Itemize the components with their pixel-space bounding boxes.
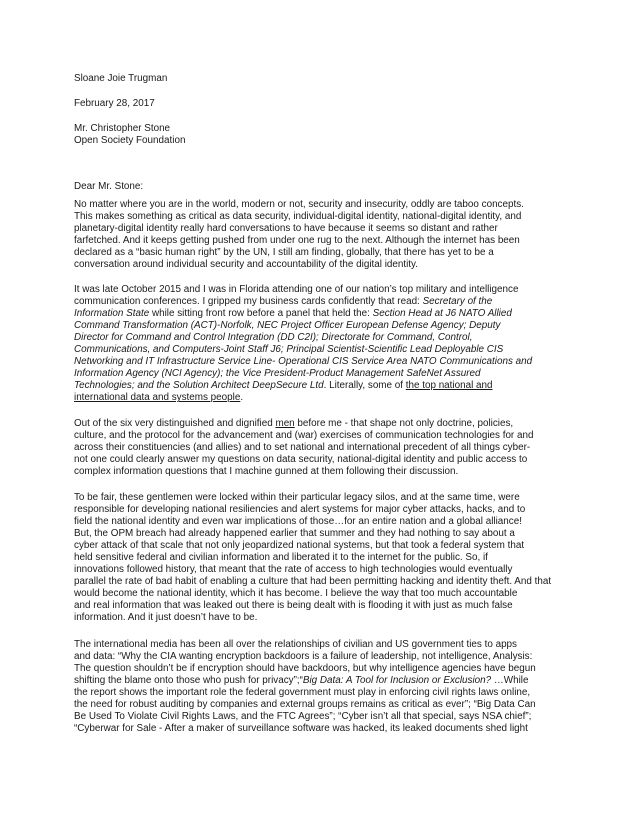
paragraph-1 (74, 199, 568, 271)
text-line (74, 308, 568, 320)
text-line (74, 675, 568, 687)
text-line: and data: “Why the CIA wanting encryption backdoors is a failure of leadership, not intelligence, Analysis: (74, 651, 533, 663)
panel-title-text: Information Agency (NCI Agency); the Vice President-Product Management SafeNet Assured (74, 368, 481, 380)
text-run: before me - that shape not only doctrine, policies, (294, 418, 514, 429)
text-line: innovations followed history, that meant that the rate of access to high technologies would eventually (74, 564, 513, 576)
text-line: It was late October 2015 and I was in Florida attending one of our nation’s top military and intelligence (74, 284, 519, 295)
text-line: declared as a “basic human right” by the UN, I still am finding, globally, that there has yet to be a (74, 247, 494, 259)
paragraph-4 (74, 492, 568, 625)
text-line: not one could clearly answer my questions on data security, national-digital identity and public access to (74, 454, 528, 466)
paragraph-2 (74, 284, 568, 404)
text-line: conversation around individual security and accountability of the digital identity. (74, 259, 418, 271)
text-line: planetary-digital identity really hard conversations to have because it seems so distant and rather (74, 223, 498, 235)
text-line: parallel the rate of bad habit of enabling a culture that had been permitting hacking and identity theft. And that (74, 576, 552, 588)
panel-title-text: Networking and IT Infrastructure Service Line- Operational CIS Service Area NATO Communications and (74, 356, 533, 368)
text-line: Be Used To Violate Civil Rights Laws, and the FTC Agrees”; “Cyber isn’t all that special, says NSA chief”; (74, 711, 532, 723)
recipient-name: Mr. Christopher Stone (74, 123, 171, 134)
text-line: farfetched. And it keeps getting pushed from under one rug to the next. Although the internet has been (74, 235, 520, 247)
recipient-org: Open Society Foundation (74, 135, 186, 146)
text-line: across their constituencies (and allies) and to set national and international precedent of all things cyber- (74, 442, 531, 454)
text-line: cyber attack of that scale that not only jeopardized national systems, but that took a federal system that (74, 540, 525, 552)
panel-title-text: Technologies; and the Solution Architect DeepSecure Ltd (74, 380, 324, 392)
paragraph-5 (74, 639, 568, 735)
paragraph-3 (74, 418, 568, 478)
underlined-text: international data and systems people (74, 392, 241, 404)
text-line: But, the OPM breach had already happened earlier that summer and they had nothing to say about a (74, 528, 515, 540)
text-line: “Cyberwar for Sale - After a maker of surveillance software was hacked, its leaked documents shed light (74, 723, 528, 735)
sender-name: Sloane Joie Trugman (74, 73, 168, 84)
text-line: information. And it just doesn’t have to be. (74, 612, 258, 624)
text-line: To be fair, these gentlemen were locked within their particular legacy silos, and at the same time, were (74, 492, 520, 503)
letter-date: February 28, 2017 (74, 98, 155, 109)
text-line: The international media has been all over the relationships of civilian and US government ties to apps (74, 639, 517, 650)
text-line: the report shows the important role the federal government must play in enforcing civil rights laws online, (74, 687, 531, 699)
text-line: No matter where you are in the world, modern or not, security and insecurity, oddly are taboo concepts. (74, 199, 524, 210)
text-line (74, 296, 568, 308)
text-line: field the national identity and even war implications of those…for an entire nation and a global alliance! (74, 516, 522, 528)
underlined-text: men (275, 418, 295, 429)
text-line (74, 392, 568, 404)
panel-title-text: Command Transformation (ACT)-Norfolk, NEC Project Officer European Defense Agency; Deputy (74, 320, 501, 332)
text-line (74, 380, 568, 392)
text-line: would become the national identity, which it has become. I believe the way that too much accountable (74, 588, 518, 600)
report-title-text: Big Data: A Tool for Inclusion or Exclusion? (302, 675, 492, 687)
text-run: communication conferences. I gripped my business cards confidently that read: (74, 296, 423, 308)
text-line: The question shouldn’t be if encryption should have backdoors, but why intelligence agencies have begun (74, 663, 536, 675)
text-run: Out of the six very distinguished and dignified (74, 418, 276, 429)
panel-title-text: Director for Command and Control Integration (DD C2I); Directorate for Command, Control, (74, 332, 473, 344)
text-line: and real information that was leaked out there is being dealt with is flooding it with just as much false (74, 600, 513, 612)
underlined-text: the top national and (405, 380, 493, 392)
panel-title-text: Section Head at J6 NATO Allied (372, 308, 512, 320)
text-line: This makes something as critical as data security, individual-digital identity, national-digital identity, and (74, 211, 522, 223)
text-run: …While (491, 675, 529, 687)
text-run: . Literally, some of (323, 380, 406, 392)
text-run: . (240, 392, 244, 404)
text-line: complex information questions that I machine gunned at them following their discussion. (74, 466, 459, 478)
text-line: held sensitive federal and civilian information and liberated it to the internet for the public. So, if (74, 552, 488, 564)
salutation: Dear Mr. Stone: (74, 181, 144, 192)
text-line: culture, and the protocol for the advancement and (war) exercises of communication technologies for and (74, 430, 534, 442)
text-line: responsible for developing national resiliencies and alert systems for major cyber attacks, hacks, and to (74, 504, 526, 516)
text-line: the need for robust auditing by companies and external groups remains as critical as ever”; “Big Data Can (74, 699, 536, 711)
text-run: while sitting front row before a panel that held the: (149, 308, 373, 320)
panel-title-text: Communications, and Computers-Joint Staff J6; Principal Scientist-Scientific Lead Deployable CIS (74, 344, 504, 356)
text-line (74, 418, 568, 430)
text-run: shifting the blame onto those who push for privacy”;“ (74, 675, 303, 687)
panel-title-text: Information State (74, 308, 150, 320)
panel-title-text: Secretary of the (422, 296, 493, 308)
